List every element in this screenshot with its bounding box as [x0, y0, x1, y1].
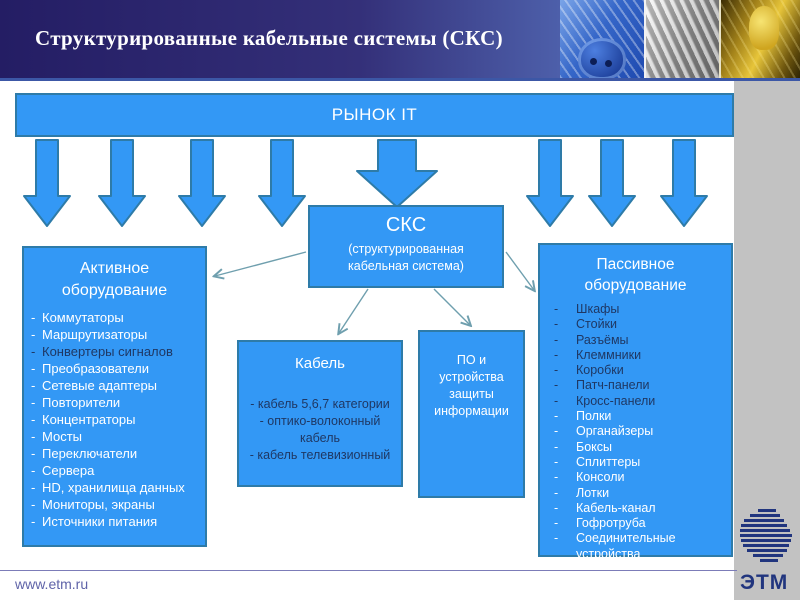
item-label: Кросс-панели	[576, 393, 656, 408]
gray-cables-photo	[644, 0, 718, 78]
item-dash: -	[31, 497, 36, 512]
item-label: Патч-панели	[576, 378, 650, 393]
etm-logo	[738, 507, 796, 595]
item-label: Шкафы	[576, 302, 620, 316]
gold-lamp-photo	[719, 0, 800, 78]
item-dash: -	[554, 485, 559, 500]
item-dash: -	[554, 302, 559, 316]
big-down-arrow	[357, 140, 437, 207]
list-item	[24, 411, 205, 428]
item-label: Полки	[576, 409, 612, 424]
connector-sks-active	[215, 252, 306, 276]
list-item	[24, 428, 205, 445]
list-item	[24, 479, 205, 496]
item-dash: -	[554, 516, 559, 531]
item-label: Сетевые адаптеры	[42, 378, 158, 393]
list-item	[540, 363, 731, 378]
list-item: - кабель телевизионный	[249, 448, 391, 462]
item-dash: -	[31, 446, 36, 461]
item-label: Переключатели	[42, 446, 138, 461]
list-item	[24, 394, 205, 411]
list-item	[540, 440, 731, 455]
list-item	[540, 348, 731, 363]
list-item	[540, 317, 731, 332]
item-dash: -	[554, 439, 559, 454]
passive-equipment-title	[540, 254, 731, 296]
sks-subtitle: (структурированная кабельная система)	[348, 242, 464, 273]
site-url-link[interactable]: www.etm.ru	[15, 576, 89, 592]
down-arrow	[179, 140, 225, 226]
list-item	[540, 455, 731, 470]
slide-title: Структурированные кабельные системы (СКС)	[35, 26, 503, 50]
connector-sks-passive	[506, 252, 534, 290]
item-dash: -	[554, 347, 559, 362]
down-arrow	[527, 140, 573, 226]
item-dash: -	[31, 310, 36, 325]
item-label: HD, хранилища данных	[42, 480, 185, 495]
list-item	[540, 486, 731, 501]
passive-equipment-list	[540, 302, 731, 562]
list-item	[540, 516, 731, 531]
plug-pin	[590, 58, 597, 65]
item-label: Разъёмы	[576, 332, 629, 347]
item-label: Конвертеры сигналов	[42, 344, 173, 359]
item-label: Гофротруба	[576, 516, 646, 531]
list-item	[24, 462, 205, 479]
list-item	[540, 333, 731, 348]
item-dash: -	[554, 409, 559, 424]
item-dash: -	[554, 378, 559, 393]
list-item	[540, 378, 731, 393]
item-dash: -	[31, 395, 36, 410]
item-dash: -	[554, 317, 559, 332]
down-arrow	[661, 140, 707, 226]
list-item: - оптико-волоконный кабель	[259, 414, 381, 445]
list-item	[24, 513, 205, 530]
item-dash: -	[554, 500, 559, 515]
item-label: Сплиттеры	[576, 454, 641, 469]
item-dash: -	[31, 514, 36, 529]
item-label: Мосты	[42, 429, 83, 444]
item-label: Источники питания	[42, 514, 158, 529]
item-label: Мониторы, экраны	[42, 497, 155, 512]
industrial-plug-shape	[578, 38, 626, 78]
list-item	[24, 496, 205, 513]
item-label: Кабель-канал	[576, 500, 656, 515]
item-dash: -	[554, 531, 559, 546]
software-protection-text: ПО и устройства защиты информации	[434, 353, 509, 418]
item-label: Преобразователи	[42, 361, 149, 376]
connector-sks-cable	[339, 289, 368, 333]
item-dash: -	[31, 378, 36, 393]
item-label: Сервера	[42, 463, 95, 478]
item-dash: -	[554, 454, 559, 469]
list-item	[540, 409, 731, 424]
lamp-bulb-shape	[749, 6, 779, 50]
down-arrow	[259, 140, 305, 226]
item-label: Коробки	[576, 363, 624, 378]
item-dash: -	[554, 424, 559, 439]
item-label: Повторители	[42, 395, 121, 410]
cable-list	[239, 396, 401, 464]
software-protection-box	[418, 330, 525, 498]
item-label: Коммутаторы	[42, 310, 124, 325]
down-arrow	[99, 140, 145, 226]
list-item	[540, 501, 731, 516]
item-dash: -	[31, 412, 36, 427]
etm-logo-text: ЭТМ	[740, 571, 789, 594]
item-label: Лотки	[576, 485, 610, 500]
item-dash: -	[31, 344, 36, 359]
item-label: Стойки	[576, 317, 617, 332]
item-dash: -	[554, 470, 559, 485]
cables-photo	[560, 0, 800, 78]
header-band	[0, 0, 800, 78]
list-item	[24, 445, 205, 462]
list-item	[540, 470, 731, 485]
list-item	[24, 343, 205, 360]
footer-divider	[0, 570, 737, 571]
market-it-box	[15, 93, 734, 137]
cable-box	[237, 340, 403, 487]
plug-pin	[605, 60, 612, 67]
list-item	[540, 394, 731, 409]
connector-sks-po	[434, 289, 470, 325]
down-arrow	[589, 140, 635, 226]
item-dash: -	[31, 463, 36, 478]
list-item	[24, 326, 205, 343]
sks-title: СКС	[385, 214, 427, 236]
cable-title: Кабель	[295, 355, 345, 372]
active-equipment-list	[24, 309, 205, 530]
market-it-label: РЫНОК IT	[331, 105, 418, 124]
item-label: Концентраторы	[42, 412, 136, 427]
passive-title-line1: Пассивное	[596, 256, 675, 273]
passive-title-line2: оборудование	[584, 277, 687, 294]
active-equipment-title	[24, 258, 205, 302]
active-title-line2: оборудование	[61, 282, 168, 299]
list-item	[24, 309, 205, 326]
item-dash: -	[31, 327, 36, 342]
item-label: Органайзеры	[576, 424, 654, 439]
item-label: Маршрутизаторы	[42, 327, 148, 342]
header-underline	[0, 78, 800, 81]
item-label: Клеммники	[576, 347, 642, 362]
active-equipment-box	[22, 246, 207, 547]
item-dash: -	[31, 429, 36, 444]
list-item	[540, 302, 731, 317]
item-dash: -	[554, 363, 559, 378]
active-title-line1: Активное	[79, 260, 150, 277]
etm-globe-lines	[740, 509, 792, 562]
item-dash: -	[554, 332, 559, 347]
down-arrow	[24, 140, 70, 226]
passive-equipment-box	[538, 243, 733, 561]
item-label: Соединительные устройства	[576, 531, 676, 561]
list-item	[540, 531, 731, 562]
blue-plug-photo	[560, 0, 644, 78]
list-item	[540, 424, 731, 439]
item-label: Консоли	[576, 470, 625, 485]
list-item	[24, 360, 205, 377]
sks-box	[308, 205, 504, 288]
item-dash: -	[31, 480, 36, 495]
list-item: - кабель 5,6,7 категории	[250, 397, 390, 411]
item-dash: -	[31, 361, 36, 376]
item-label: Боксы	[576, 439, 612, 454]
item-dash: -	[554, 393, 559, 408]
list-item	[24, 377, 205, 394]
